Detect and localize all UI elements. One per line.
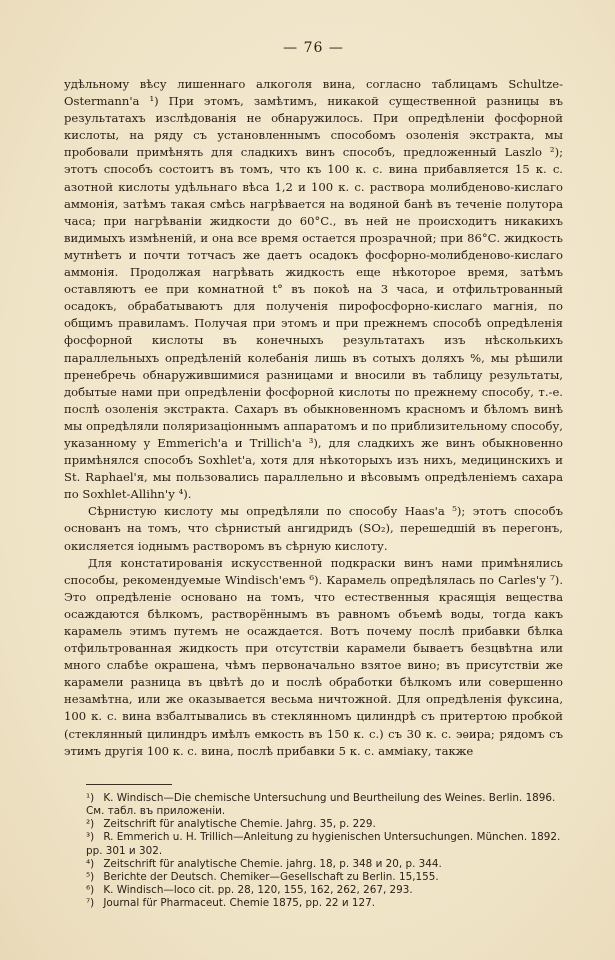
footnote-text: Berichte der Deutsch. Chemiker—Gesellschaft zu Berlin. 15,155. — [103, 870, 439, 883]
footnote-text: K. Windisch—loco cit. pp. 28, 120, 155, 162, 262, 267, 293. — [103, 884, 413, 897]
footnote-mark: ²) — [86, 818, 95, 831]
footnote-6 — [64, 884, 563, 897]
footnote-mark: ⁵) — [86, 870, 95, 883]
paragraph-2: Сѣрнистую кислоту мы опредѣляли по способу Haas'a ⁵); этотъ способъ основанъ на томъ, что сѣрнистый ангидридъ (SO₂), перешедшій въ перегонъ, окисляется іоднымъ растворомъ въ сѣрную кислоту. — [64, 504, 563, 553]
footnote-mark: ⁷) — [86, 897, 95, 910]
footnote-1 — [64, 792, 563, 818]
footnote-text: K. Windisch—Die chemische Untersuchung und Beurtheilung des Weines. Berlin. 1896. См. табл. въ приложеніи. — [86, 791, 556, 817]
footnote-4 — [64, 858, 563, 871]
footnote-2 — [64, 818, 563, 831]
footnote-text: Zeitschrift für analytische Chemie. Jahrg. 35, p. 229. — [103, 818, 376, 831]
page-number: — 76 — — [283, 40, 344, 56]
paragraph-1: удѣльному вѣсу лишеннаго алкоголя вина, согласно таблицамъ Schultze-Ostermann'a ¹) При этомъ, замѣтимъ, никакой существенной разницы въ результатахъ изслѣдованія не обнаружилось. При опредѣленіи фосфорной кислоты, на ряду съ установленнымъ способомъ озоленія экстракта, мы пробовали примѣнять для сладкихъ винъ способъ, предложенный Laszlo ²); этотъ способъ состоитъ въ томъ, что къ 100 к. с. вина прибавляется 15 к. с. азотной кислоты удѣльнаго вѣса 1,2 и 100 к. с. раствора молибденово-кислаго аммонія, затѣмъ такая смѣсь нагрѣвается на водяной банѣ въ теченіе полутора часа; при нагрѣваніи жидкости до 60°С., въ ней не происходитъ никакихъ видимыхъ измѣненій, и она все время остается прозрачной; при 86°С. жидкость мутнѣетъ и почти тотчасъ же даетъ осадокъ фосфорно-молибденово-кислаго аммонія. Продолжая нагрѣвать жидкость еще нѣкоторое время, затѣмъ оставляютъ ее при комнатной t° въ покоѣ на 3 часа, и отфильтрованный осадокъ, обрабатываютъ для полученія пирофосфорно-кислаго магнія, по общимъ правиламъ. Получая при этомъ и при прежнемъ способѣ опредѣленія фосфорной кислоты въ конечныхъ результатахъ изъ нѣсколькихъ параллельныхъ опредѣленій колебанія лишь въ сотыхъ доляхъ %, мы рѣшили пренебречь обнаружившимися разницами и вносили въ таблицу результаты, добытые нами при опредѣленіи фосфорной кислоты по прежнему способу, т.-е. послѣ озоленія экстракта. Сахаръ въ обыкновенномъ красномъ и бѣломъ винѣ мы опредѣляли поляризаціоннымъ аппаратомъ и по приблизительному способу, указанному у Emmerich'a и Trillich'a ³), для сладкихъ же винъ обыкновенно примѣнялся способъ Soxhlet'a, хотя для нѣкоторыхъ изъ нихъ, медицинскихъ и St. Raphael'я, мы пользовались параллельно и вѣсовымъ опредѣленіемъ сахара по Soxhlet-Allihn'у ⁴). — [64, 77, 563, 502]
footnote-3 — [64, 831, 563, 857]
footnote-mark: ¹) — [86, 791, 95, 804]
footnote-mark: ³) — [86, 831, 95, 844]
footnote-text: Journal für Pharmaceut. Chemie 1875, pp. 22 и 127. — [103, 897, 376, 910]
footnotes — [64, 792, 563, 911]
footnote-mark: ⁴) — [86, 857, 95, 870]
paragraph-3: Для констатированія искусственной подкраски винъ нами примѣнялись способы, рекомендуемые Windisch'емъ ⁶). Карамель опредѣлялась по Carles'у ⁷). Это опредѣленіе основано на томъ, что естественныя красящія вещества осаждаются бѣлкомъ, растворённымъ въ равномъ объемѣ воды, тогда какъ карамель этимъ путемъ не осаждается. Вотъ почему послѣ прибавки бѣлка отфильтрованная жидкость при отсутствіи карамели бываетъ безцвѣтна или много слабѣе окрашена, чѣмъ первоначально взятое вино; въ присутствіи же карамели разница въ цвѣтѣ до и послѣ обработки бѣлкомъ или совершенно незамѣтна, или же оказывается весьма ничтожной. Для опредѣленія фуксина, 100 к. с. вина взбалтывались въ стеклянномъ цилиндрѣ съ притертою пробкой (стеклянный цилиндръ имѣлъ емкость въ 150 к. с.) съ 30 к. с. эѳира; рядомъ съ этимъ другія 100 к. с. вина, послѣ прибавки 5 к. с. аммiаку, также — [64, 555, 563, 758]
main-text — [64, 76, 563, 760]
footnote-mark: ⁶) — [86, 884, 95, 897]
footnote-text: R. Emmerich u. H. Trillich—Anleitung zu hygienischen Untersuchungen. München. 1892. pp. 301 и 302. — [86, 831, 561, 857]
footnote-7 — [64, 897, 563, 910]
footnote-text: Zeitschrift für analytische Chemie. jahrg. 18, p. 348 и 20, p. 344. — [103, 857, 442, 870]
footnote-5 — [64, 871, 563, 884]
footnote-divider — [86, 784, 172, 785]
